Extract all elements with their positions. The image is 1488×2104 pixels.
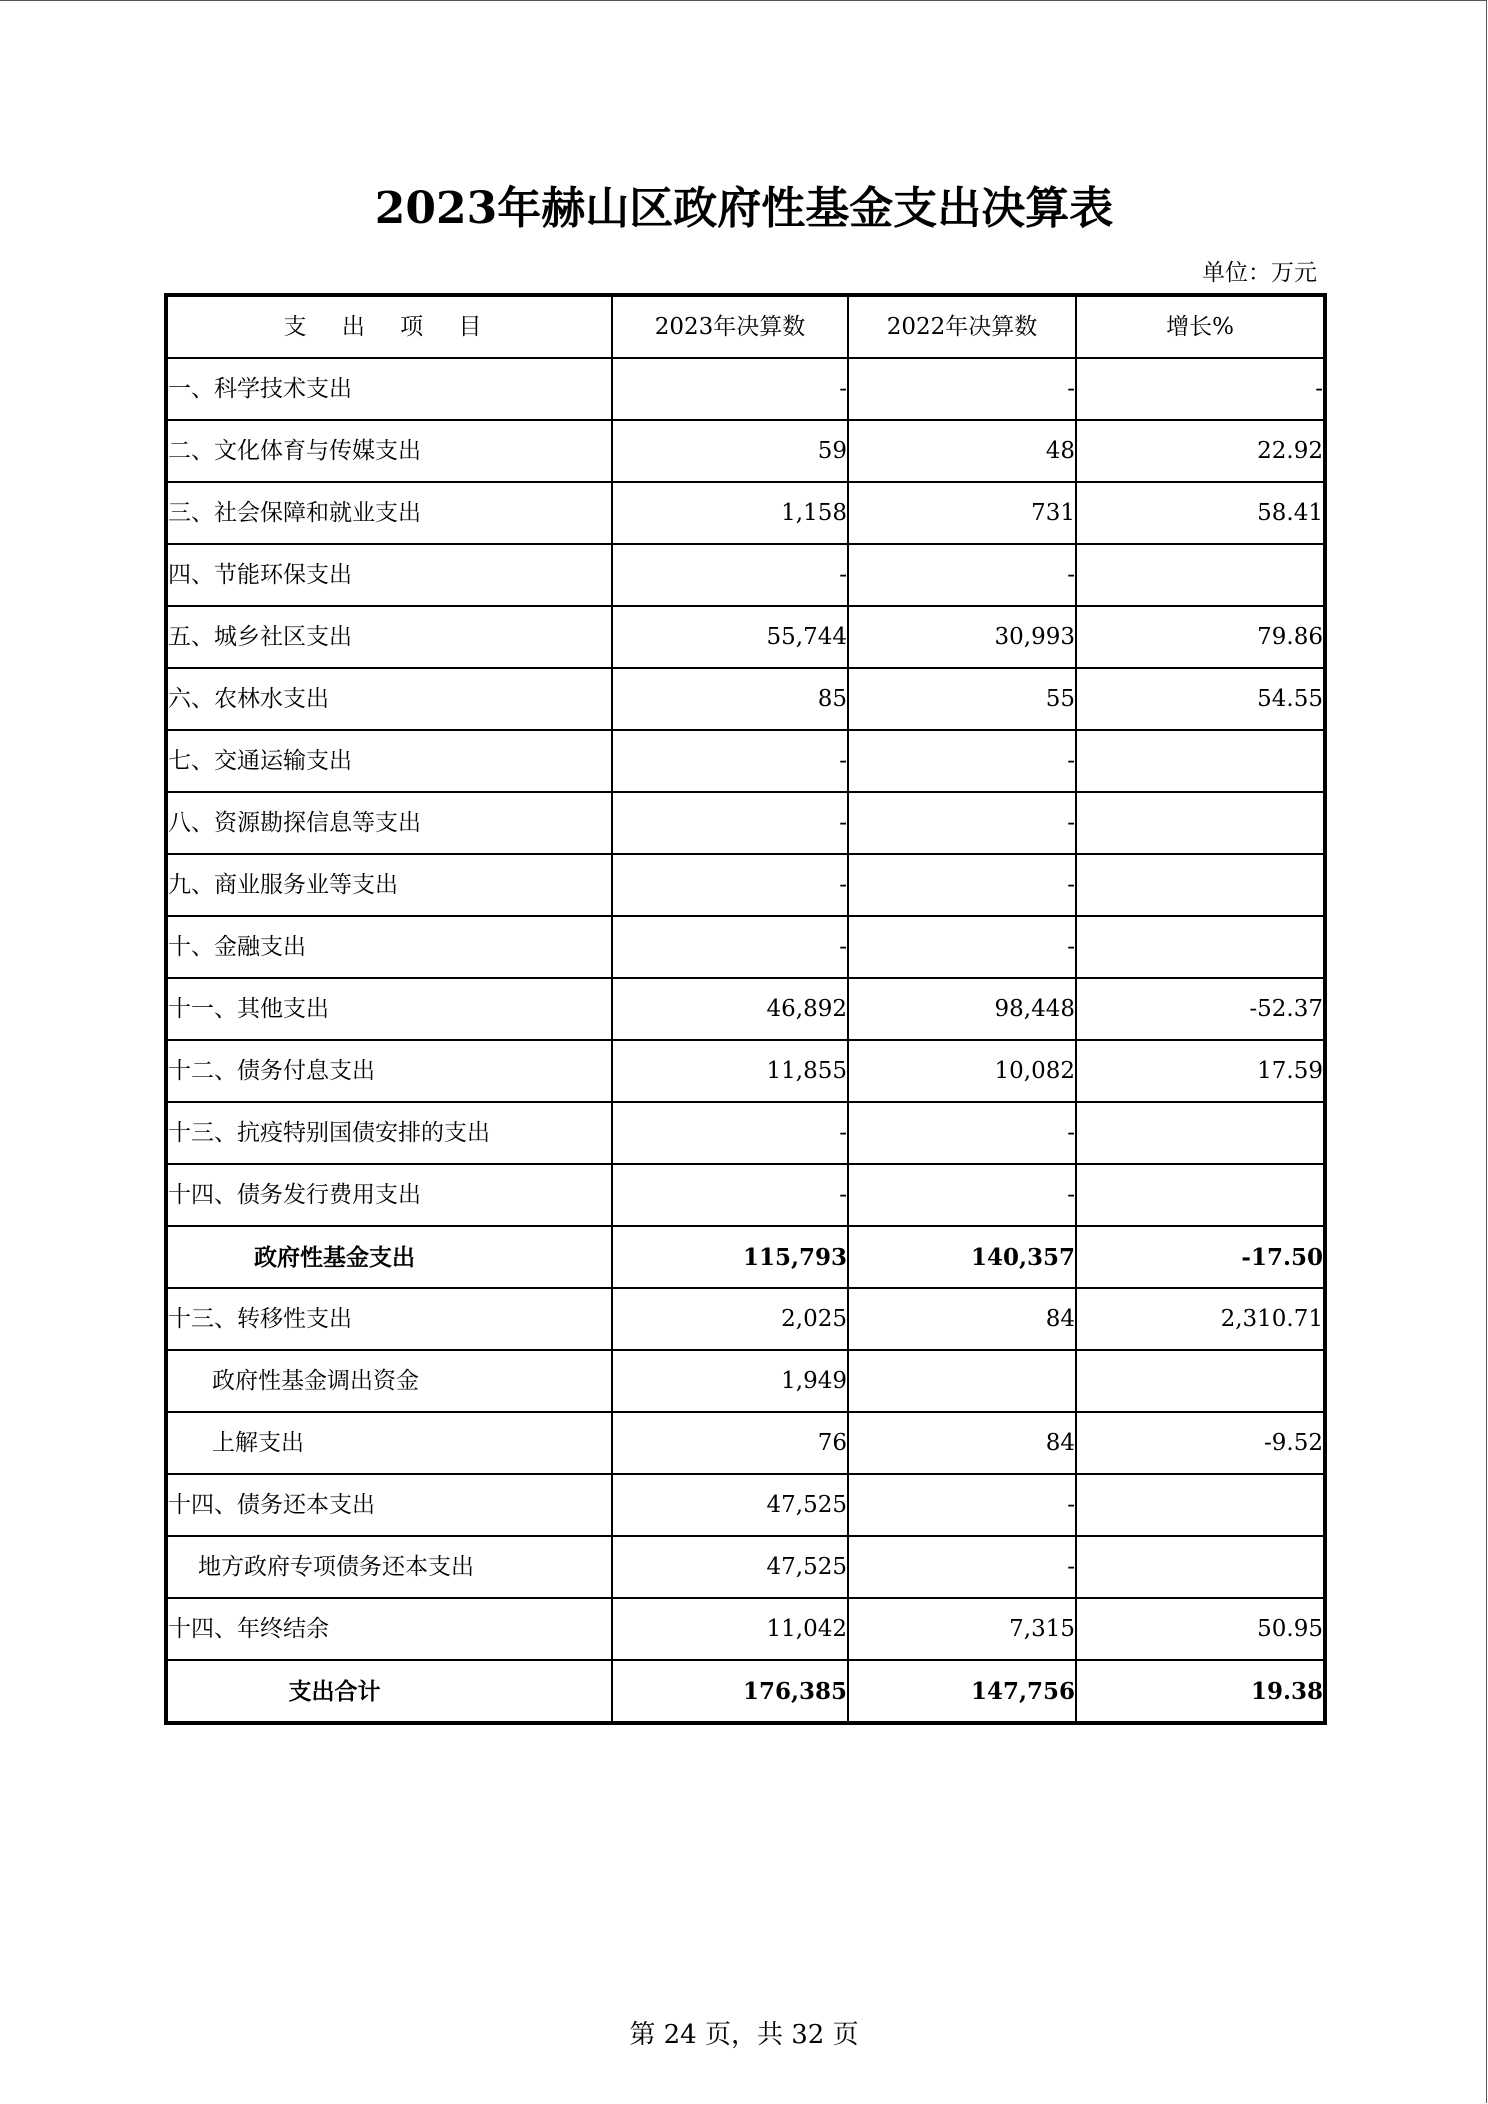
cell-item-name: 支出合计: [166, 1660, 612, 1723]
cell-y2022: 84: [848, 1288, 1076, 1350]
header-2022: 2022年决算数: [848, 295, 1076, 358]
cell-y2022: 48: [848, 420, 1076, 482]
cell-growth: 58.41: [1076, 482, 1325, 544]
cell-y2022: -: [848, 730, 1076, 792]
cell-item-name: 三、社会保障和就业支出: [166, 482, 612, 544]
cell-y2022: -: [848, 544, 1076, 606]
cell-y2023: 76: [612, 1412, 848, 1474]
table-row: [166, 916, 1325, 978]
cell-y2022: 55: [848, 668, 1076, 730]
cell-growth: -52.37: [1076, 978, 1325, 1040]
cell-growth: -9.52: [1076, 1412, 1325, 1474]
cell-y2022: -: [848, 1536, 1076, 1598]
cell-y2022: 98,448: [848, 978, 1076, 1040]
cell-y2023: 1,949: [612, 1350, 848, 1412]
table-row: [166, 358, 1325, 420]
table-row: [166, 1536, 1325, 1598]
cell-growth: [1076, 1536, 1325, 1598]
table-row: [166, 1288, 1325, 1350]
cell-item-name: 六、农林水支出: [166, 668, 612, 730]
table-row: [166, 1350, 1325, 1412]
cell-y2023: 46,892: [612, 978, 848, 1040]
table-row: [166, 1102, 1325, 1164]
cell-growth: 17.59: [1076, 1040, 1325, 1102]
table-row: [166, 1598, 1325, 1660]
cell-y2023: 11,042: [612, 1598, 848, 1660]
table-header-row: [166, 295, 1325, 358]
cell-item-name: 十四、债务还本支出: [166, 1474, 612, 1536]
cell-growth: [1076, 854, 1325, 916]
cell-growth: 22.92: [1076, 420, 1325, 482]
cell-item-name: 政府性基金支出: [166, 1226, 612, 1288]
cell-item-name: 一、科学技术支出: [166, 358, 612, 420]
table-row: [166, 1040, 1325, 1102]
expenditure-table: [164, 293, 1327, 1725]
page-title: 2023年赫山区政府性基金支出决算表: [374, 183, 1114, 234]
cell-y2023: 1,158: [612, 482, 848, 544]
table-row: [166, 730, 1325, 792]
cell-growth: [1076, 1164, 1325, 1226]
table-row: [166, 978, 1325, 1040]
cell-growth: -17.50: [1076, 1226, 1325, 1288]
table-body: [166, 358, 1325, 1723]
page-footer: 第 24 页，共 32 页: [629, 2020, 859, 2050]
cell-y2022: [848, 1350, 1076, 1412]
cell-item-name: 十三、抗疫特别国债安排的支出: [166, 1102, 612, 1164]
table-row: [166, 1474, 1325, 1536]
cell-growth: [1076, 792, 1325, 854]
cell-growth: -: [1076, 358, 1325, 420]
table-row: [166, 792, 1325, 854]
cell-item-name: 五、城乡社区支出: [166, 606, 612, 668]
cell-y2022: -: [848, 916, 1076, 978]
cell-y2023: 11,855: [612, 1040, 848, 1102]
table-row: [166, 1660, 1325, 1723]
table-row: [166, 1226, 1325, 1288]
cell-y2022: 731: [848, 482, 1076, 544]
header-item-label: 支 出 项 目: [283, 313, 496, 340]
cell-y2022: 84: [848, 1412, 1076, 1474]
cell-y2023: 2,025: [612, 1288, 848, 1350]
cell-item-name: 八、资源勘探信息等支出: [166, 792, 612, 854]
cell-y2023: -: [612, 1164, 848, 1226]
cell-growth: 19.38: [1076, 1660, 1325, 1723]
cell-item-name: 十三、转移性支出: [166, 1288, 612, 1350]
cell-y2022: 7,315: [848, 1598, 1076, 1660]
cell-y2023: -: [612, 792, 848, 854]
cell-growth: 79.86: [1076, 606, 1325, 668]
cell-y2022: -: [848, 1102, 1076, 1164]
cell-y2023: -: [612, 1102, 848, 1164]
cell-y2023: 47,525: [612, 1474, 848, 1536]
cell-item-name: 地方政府专项债务还本支出: [166, 1536, 612, 1598]
cell-item-name: 政府性基金调出资金: [166, 1350, 612, 1412]
cell-growth: [1076, 1102, 1325, 1164]
cell-y2022: -: [848, 792, 1076, 854]
cell-y2023: 47,525: [612, 1536, 848, 1598]
header-item: [166, 295, 612, 358]
cell-growth: [1076, 1474, 1325, 1536]
cell-y2022: -: [848, 854, 1076, 916]
cell-item-name: 十一、其他支出: [166, 978, 612, 1040]
cell-y2023: 55,744: [612, 606, 848, 668]
cell-item-name: 十四、年终结余: [166, 1598, 612, 1660]
cell-growth: 50.95: [1076, 1598, 1325, 1660]
cell-item-name: 九、商业服务业等支出: [166, 854, 612, 916]
cell-growth: [1076, 730, 1325, 792]
unit-label: 单位：万元: [1202, 260, 1317, 286]
table-row: [166, 482, 1325, 544]
cell-y2023: -: [612, 730, 848, 792]
cell-y2022: -: [848, 1164, 1076, 1226]
cell-growth: [1076, 916, 1325, 978]
cell-y2022: 10,082: [848, 1040, 1076, 1102]
cell-item-name: 上解支出: [166, 1412, 612, 1474]
cell-growth: [1076, 1350, 1325, 1412]
cell-y2023: 115,793: [612, 1226, 848, 1288]
cell-growth: 2,310.71: [1076, 1288, 1325, 1350]
header-growth: 增长%: [1076, 295, 1325, 358]
cell-item-name: 七、交通运输支出: [166, 730, 612, 792]
cell-y2023: -: [612, 358, 848, 420]
header-2023: 2023年决算数: [612, 295, 848, 358]
cell-y2023: -: [612, 544, 848, 606]
table-row: [166, 1412, 1325, 1474]
cell-y2022: -: [848, 358, 1076, 420]
table-row: [166, 854, 1325, 916]
cell-growth: [1076, 544, 1325, 606]
cell-growth: 54.55: [1076, 668, 1325, 730]
cell-y2023: 59: [612, 420, 848, 482]
cell-y2023: -: [612, 854, 848, 916]
cell-item-name: 二、文化体育与传媒支出: [166, 420, 612, 482]
cell-y2023: -: [612, 916, 848, 978]
cell-item-name: 十二、债务付息支出: [166, 1040, 612, 1102]
cell-y2022: 30,993: [848, 606, 1076, 668]
cell-item-name: 十、金融支出: [166, 916, 612, 978]
table-row: [166, 420, 1325, 482]
table-row: [166, 544, 1325, 606]
cell-y2023: 85: [612, 668, 848, 730]
cell-item-name: 四、节能环保支出: [166, 544, 612, 606]
table-row: [166, 668, 1325, 730]
cell-y2022: 147,756: [848, 1660, 1076, 1723]
table-row: [166, 1164, 1325, 1226]
cell-y2022: -: [848, 1474, 1076, 1536]
cell-y2023: 176,385: [612, 1660, 848, 1723]
table-row: [166, 606, 1325, 668]
cell-y2022: 140,357: [848, 1226, 1076, 1288]
cell-item-name: 十四、债务发行费用支出: [166, 1164, 612, 1226]
